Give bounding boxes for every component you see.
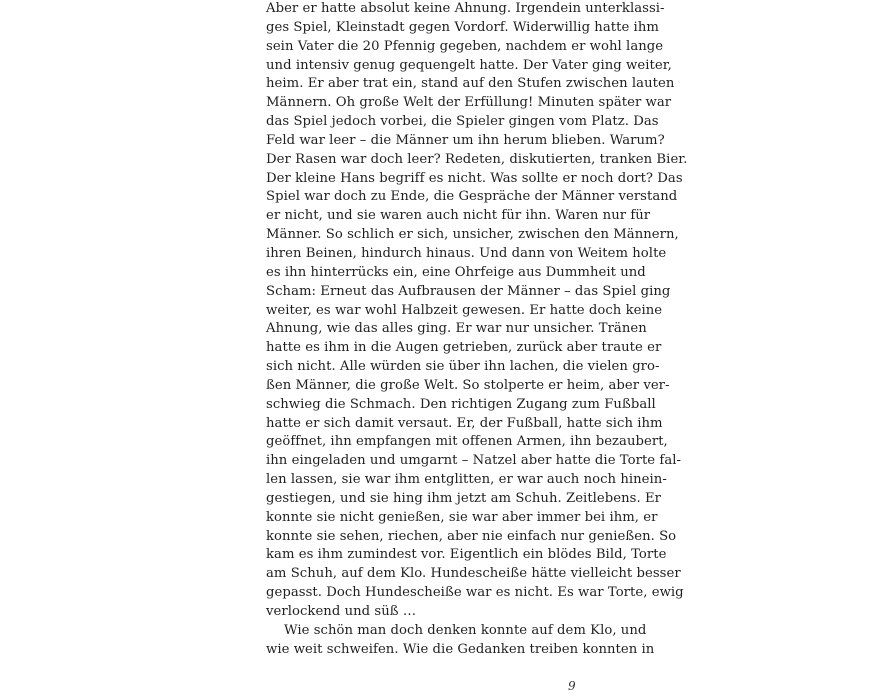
text-line: weiter, es war wohl Halbzeit gewesen. Er hatte doch keine (266, 302, 663, 318)
page-number: 9 (568, 679, 576, 693)
text-line: hatte er sich damit versaut. Er, der Fußball, hatte sich ihm (266, 415, 663, 431)
text-line: sein Vater die 20 Pfennig gegeben, nachdem er wohl lange (266, 38, 664, 54)
text-line: konnte sie sehen, riechen, aber nie einfach nur genießen. So (266, 528, 677, 544)
text-line: wie weit schweifen. Wie die Gedanken treiben konnten in (266, 641, 655, 657)
text-line: Der kleine Hans begriff es nicht. Was sollte er noch dort? Das (266, 170, 683, 186)
text-line: Der Rasen war doch leer? Redeten, diskutierten, tranken Bier. (266, 151, 688, 167)
text-line: Wie schön man doch denken konnte auf dem Klo, und (284, 622, 647, 638)
text-line: kam es ihm zumindest vor. Eigentlich ein blödes Bild, Torte (266, 547, 667, 563)
text-line: verlockend und süß … (266, 604, 417, 619)
text-line: gestiegen, und sie hing ihm jetzt am Schuh. Zeitlebens. Er (266, 490, 662, 506)
text-line: er nicht, und sie waren auch nicht für ihn. Waren nur für (266, 208, 651, 224)
text-line: schwieg die Schmach. Den richtigen Zugang zum Fußball (266, 396, 656, 412)
text-line: das Spiel jedoch vorbei, die Spieler gingen vom Platz. Das (266, 114, 659, 130)
text-line: geöffnet, ihn empfangen mit offenen Armen, ihn bezaubert, (266, 434, 668, 450)
text-line: Feld war leer – die Männer um ihn herum blieben. Warum? (266, 132, 665, 148)
paragraph-2 (266, 622, 655, 660)
text-line: hatte es ihm in die Augen getrieben, zurück aber traute er (266, 340, 662, 356)
paragraph-1 (266, 0, 688, 622)
text-line: ges Spiel, Kleinstadt gegen Vordorf. Widerwillig hatte ihm (266, 19, 659, 35)
text-line: und intensiv genug gequengelt hatte. Der Vater ging weiter, (266, 57, 672, 73)
text-line: Scham: Erneut das Aufbrausen der Männer – das Spiel ging (266, 283, 671, 299)
text-line: Männern. Oh große Welt der Erfüllung! Minuten später war (266, 95, 672, 111)
text-line: ihren Beinen, hindurch hinaus. Und dann von Weitem holte (266, 245, 667, 261)
text-line: heim. Er aber trat ein, stand auf den Stufen zwischen lauten (266, 76, 675, 92)
text-line: ßen Männer, die große Welt. So stolperte er heim, aber ver- (266, 377, 670, 393)
text-line: Spiel war doch zu Ende, die Gespräche der Männer verstand (266, 189, 678, 205)
body-text (266, 0, 688, 660)
text-line: gepasst. Doch Hundescheiße war es nicht. Es war Torte, ewig (266, 585, 684, 601)
text-line: am Schuh, auf dem Klo. Hundescheiße hätte vielleicht besser (266, 566, 681, 582)
text-line: Männer. So schlich er sich, unsicher, zwischen den Männern, (266, 227, 679, 243)
text-line: konnte sie nicht genießen, sie war aber immer bei ihm, er (266, 509, 658, 525)
text-line: ihn eingeladen und umgarnt – Natzel aber hatte die Torte fal- (266, 453, 682, 469)
text-line: Aber er hatte absolut keine Ahnung. Irgendein unterklassi- (266, 1, 665, 16)
text-line: len lassen, sie war ihm entglitten, er war auch noch hinein- (266, 472, 667, 488)
text-line: es ihn hinterrücks ein, eine Ohrfeige aus Dummheit und (266, 264, 646, 280)
text-line: sich nicht. Alle würden sie über ihn lachen, die vielen gro- (266, 359, 660, 375)
text-line: Ahnung, wie das alles ging. Er war nur unsicher. Tränen (266, 321, 647, 337)
